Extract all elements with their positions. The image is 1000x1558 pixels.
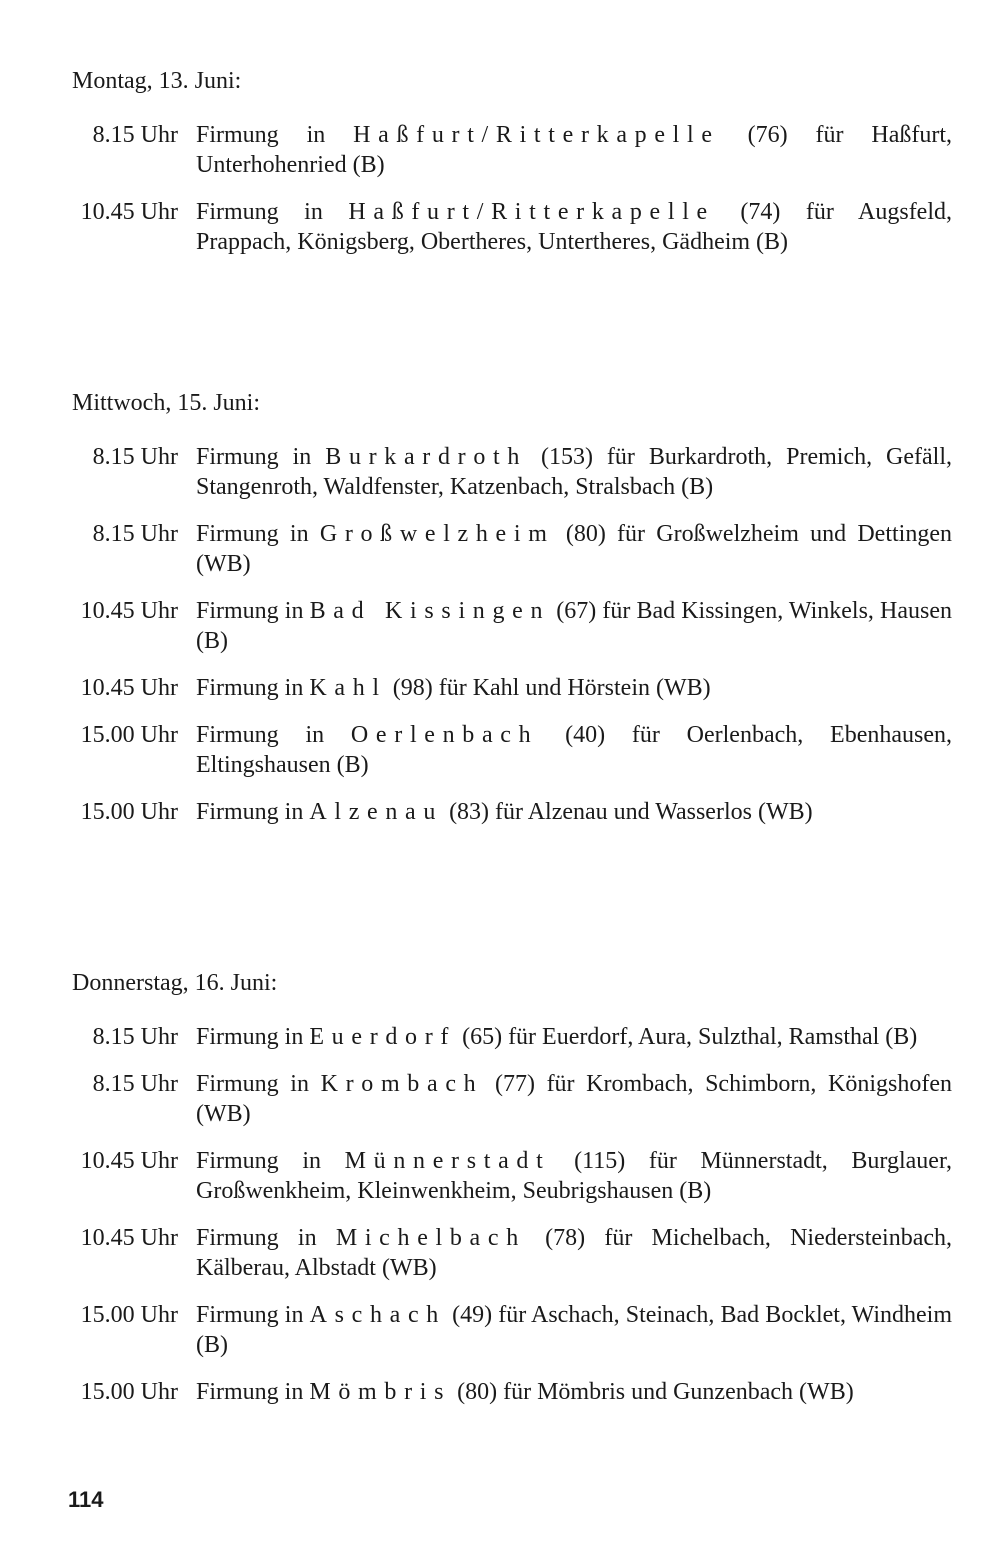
entry-prefix: Firmung in	[196, 1148, 345, 1174]
entry-description	[196, 673, 952, 703]
entry-place: Krombach	[320, 1071, 484, 1097]
entry-description	[196, 596, 952, 656]
entry-description	[196, 1223, 952, 1283]
entry-place: Oerlenbach	[350, 722, 539, 748]
schedule-entry	[72, 1300, 952, 1360]
entry-details: (78) für Michelbach, Niedersteinbach, Kälberau, Albstadt (WB)	[196, 1225, 953, 1281]
entry-description	[196, 1377, 952, 1407]
schedule-entry	[72, 197, 952, 257]
entry-details: (40) für Oerlenbach, Ebenhausen, Eltingshausen (B)	[196, 722, 953, 778]
entry-prefix: Firmung in	[196, 1302, 310, 1328]
entry-prefix: Firmung in	[196, 722, 351, 748]
entry-time: 15.00 Uhr	[80, 1379, 178, 1405]
schedule-entry	[72, 1022, 952, 1052]
entry-time: 10.45 Uhr	[80, 675, 178, 701]
entry-place: Euerdorf	[309, 1024, 457, 1050]
entry-details: (74) für Augsfeld, Prappach, Königsberg, Obertheres, Untertheres, Gädheim (B)	[196, 199, 953, 255]
entry-prefix: Firmung in	[196, 521, 320, 547]
entry-place: Haßfurt/Ritterkapelle	[353, 122, 720, 148]
entry-prefix: Firmung in	[196, 598, 310, 624]
schedule-entry	[72, 1223, 952, 1283]
entry-place: Mömbris	[309, 1379, 452, 1405]
entry-prefix: Firmung in	[196, 1024, 310, 1050]
entry-description	[196, 720, 952, 780]
day-heading: Donnerstag, 16. Juni:	[72, 970, 278, 996]
entry-description	[196, 1022, 952, 1052]
entry-time: 15.00 Uhr	[80, 722, 178, 748]
schedule-entry	[72, 596, 952, 656]
entry-details: (115) für Münnerstadt, Burglauer, Großwenkheim, Kleinwenkheim, Seubrigshausen (B)	[196, 1148, 952, 1204]
day-section-donnerstag	[72, 968, 952, 1407]
entry-time: 10.45 Uhr	[80, 1225, 178, 1251]
entry-place: Bad Kissingen	[309, 598, 551, 624]
entry-description	[196, 120, 952, 180]
entry-details: (65) für Euerdorf, Aura, Sulzthal, Ramsthal (B)	[456, 1024, 918, 1050]
entry-place: Münnerstadt	[344, 1148, 551, 1174]
schedule-entry	[72, 1146, 952, 1206]
entry-description	[196, 1069, 952, 1129]
schedule-entry	[72, 673, 952, 703]
page-number: 114	[68, 1487, 104, 1512]
entry-details: (98) für Kahl und Hörstein (WB)	[386, 675, 711, 701]
entry-prefix: Firmung in	[196, 199, 349, 225]
schedule-entry	[72, 797, 952, 827]
entry-details: (49) für Aschach, Steinach, Bad Bocklet, Windheim (B)	[196, 1302, 952, 1358]
entry-place: Aschach	[309, 1302, 446, 1328]
entry-description	[196, 1300, 952, 1360]
entry-description	[196, 797, 952, 827]
entry-prefix: Firmung in	[196, 444, 326, 470]
entry-prefix: Firmung in	[196, 1071, 321, 1097]
schedule-entry	[72, 442, 952, 502]
day-heading: Montag, 13. Juni:	[72, 68, 242, 94]
schedule-entry	[72, 120, 952, 180]
day-section-montag	[72, 66, 952, 257]
entry-description	[196, 442, 952, 502]
entry-prefix: Firmung in	[196, 675, 310, 701]
entry-place: Alzenau	[309, 799, 444, 825]
entry-place: Burkardroth	[325, 444, 528, 470]
entry-details: (83) für Alzenau und Wasserlos (WB)	[443, 799, 813, 825]
entry-description	[196, 197, 952, 257]
entry-time: 15.00 Uhr	[80, 799, 178, 825]
entry-place: Haßfurt/Ritterkapelle	[348, 199, 715, 225]
entry-time: 8.15 Uhr	[92, 1024, 178, 1050]
entry-details: (80) für Großwelzheim und Dettingen (WB)	[196, 521, 952, 577]
entry-prefix: Firmung in	[196, 799, 310, 825]
day-heading: Mittwoch, 15. Juni:	[72, 390, 261, 416]
day-section-mittwoch	[72, 388, 952, 827]
entry-time: 8.15 Uhr	[92, 444, 178, 470]
entry-time: 8.15 Uhr	[92, 122, 178, 148]
entry-details: (77) für Krombach, Schimborn, Königshofen (WB)	[196, 1071, 953, 1127]
entry-time: 10.45 Uhr	[80, 199, 178, 225]
entry-details: (76) für Haßfurt, Unterhohenried (B)	[196, 122, 953, 178]
schedule-entry	[72, 720, 952, 780]
entry-prefix: Firmung in	[196, 1225, 336, 1251]
entry-time: 8.15 Uhr	[92, 1071, 178, 1097]
entry-description	[196, 1146, 952, 1206]
entry-time: 8.15 Uhr	[92, 521, 178, 547]
entry-details: (153) für Burkardroth, Premich, Gefäll, Stangenroth, Waldfenster, Katzenbach, Stralsbach (B)	[196, 444, 953, 500]
entry-place: Michelbach	[335, 1225, 526, 1251]
entry-place: Kahl	[309, 675, 387, 701]
schedule-entry	[72, 1069, 952, 1129]
entry-place: Großwelzheim	[319, 521, 555, 547]
entry-details: (67) für Bad Kissingen, Winkels, Hausen (B)	[196, 598, 952, 654]
entry-prefix: Firmung in	[196, 1379, 310, 1405]
schedule-entry	[72, 1377, 952, 1407]
schedule-entry	[72, 519, 952, 579]
entry-prefix: Firmung in	[196, 122, 354, 148]
entry-description	[196, 519, 952, 579]
entry-time: 15.00 Uhr	[80, 1302, 178, 1328]
entry-details: (80) für Mömbris und Gunzenbach (WB)	[451, 1379, 854, 1405]
entry-time: 10.45 Uhr	[80, 598, 178, 624]
entry-time: 10.45 Uhr	[80, 1148, 178, 1174]
